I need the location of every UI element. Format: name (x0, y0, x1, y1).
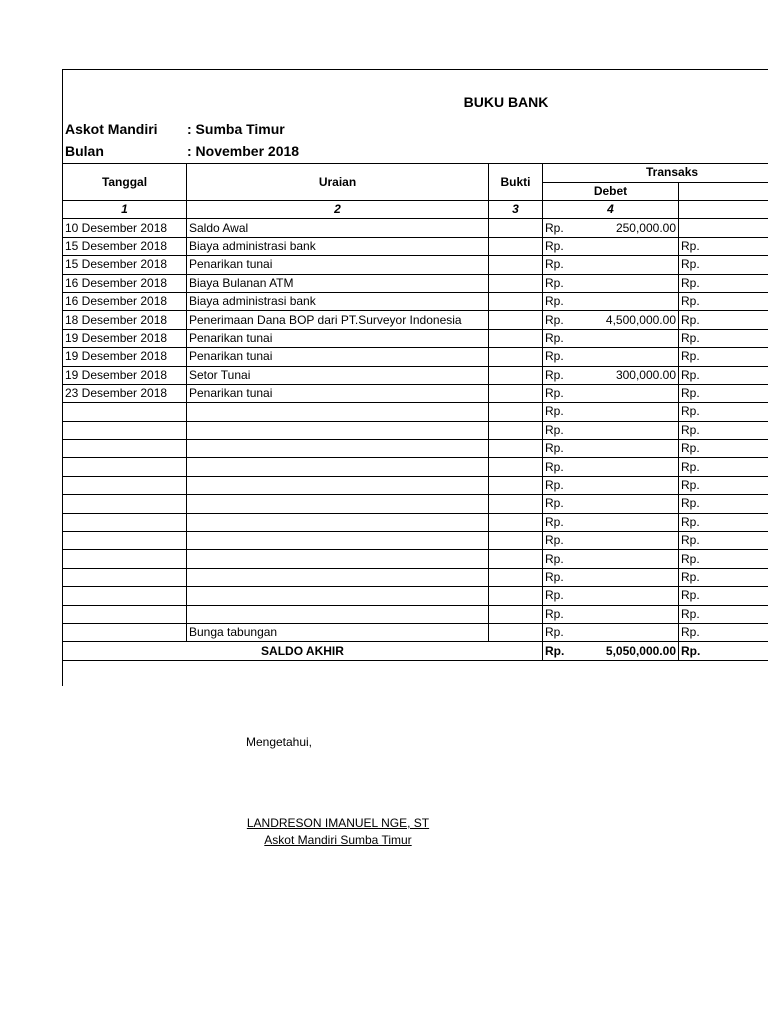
cell-bukti (489, 403, 543, 421)
cell-debet-currency: Rp. (543, 292, 583, 310)
cell-uraian: Biaya administrasi bank (187, 237, 489, 255)
cell-uraian: Saldo Awal (187, 219, 489, 237)
cell-kredit-currency: Rp. (679, 256, 768, 274)
ledger-table (62, 163, 768, 661)
cell-debet-currency: Rp. (543, 219, 583, 237)
cell-uraian (187, 532, 489, 550)
cell-bukti (489, 274, 543, 292)
table-row (63, 219, 768, 237)
col-header-kredit-empty (679, 182, 768, 201)
cell-kredit-currency: Rp. (679, 623, 768, 641)
cell-uraian (187, 421, 489, 439)
cell-debet-currency: Rp. (543, 495, 583, 513)
table-row (63, 532, 768, 550)
cell-tanggal (63, 403, 187, 421)
cell-debet (583, 256, 679, 274)
cell-uraian (187, 568, 489, 586)
cell-kredit-currency: Rp. (679, 440, 768, 458)
cell-tanggal: 19 Desember 2018 (63, 366, 187, 384)
cell-debet (583, 458, 679, 476)
cell-kredit-currency: Rp. (679, 292, 768, 310)
table-row (63, 623, 768, 641)
cell-kredit-currency: Rp. (679, 366, 768, 384)
cell-bukti (489, 550, 543, 568)
signature-position: Askot Mandiri Sumba Timur (264, 833, 412, 847)
table-row (63, 605, 768, 623)
cell-kredit-currency: Rp. (679, 532, 768, 550)
cell-kredit-currency: Rp. (679, 348, 768, 366)
cell-debet-currency: Rp. (543, 311, 583, 329)
cell-uraian (187, 458, 489, 476)
col-header-transaksi: Transaks (543, 164, 768, 183)
cell-kredit-currency: Rp. (679, 587, 768, 605)
cell-debet (583, 237, 679, 255)
cell-uraian (187, 403, 489, 421)
table-row (63, 366, 768, 384)
cell-uraian (187, 495, 489, 513)
spreadsheet-page (62, 69, 768, 686)
col-number-2: 2 (187, 201, 489, 219)
cell-tanggal: 19 Desember 2018 (63, 329, 187, 347)
table-row (63, 237, 768, 255)
cell-tanggal (63, 605, 187, 623)
total-label: SALDO AKHIR (63, 642, 543, 660)
signature-acknowledge: Mengetahui, (245, 735, 313, 749)
cell-uraian (187, 440, 489, 458)
cell-uraian (187, 513, 489, 531)
cell-debet-currency: Rp. (543, 458, 583, 476)
cell-debet (583, 513, 679, 531)
col-header-bukti: Bukti (489, 164, 543, 201)
cell-debet-currency: Rp. (543, 421, 583, 439)
cell-bukti (489, 568, 543, 586)
cell-debet-currency: Rp. (543, 366, 583, 384)
cell-tanggal (63, 513, 187, 531)
cell-uraian (187, 605, 489, 623)
table-row (63, 311, 768, 329)
cell-tanggal (63, 587, 187, 605)
cell-debet-currency: Rp. (543, 403, 583, 421)
cell-uraian (187, 587, 489, 605)
cell-bukti (489, 348, 543, 366)
cell-debet: 300,000.00 (583, 366, 679, 384)
cell-debet-currency: Rp. (543, 587, 583, 605)
table-row (63, 292, 768, 310)
cell-debet (583, 605, 679, 623)
info-value-bulan: : November 2018 (187, 143, 300, 159)
cell-debet (583, 568, 679, 586)
cell-debet (583, 384, 679, 402)
cell-kredit-currency: Rp. (679, 421, 768, 439)
cell-kredit-currency: Rp. (679, 237, 768, 255)
cell-kredit-currency: Rp. (679, 568, 768, 586)
cell-debet (583, 348, 679, 366)
cell-tanggal: 23 Desember 2018 (63, 384, 187, 402)
cell-tanggal (63, 550, 187, 568)
cell-kredit-currency: Rp. (679, 274, 768, 292)
cell-tanggal: 16 Desember 2018 (63, 274, 187, 292)
cell-bukti (489, 421, 543, 439)
cell-kredit-currency: Rp. (679, 403, 768, 421)
table-row (63, 421, 768, 439)
cell-uraian (187, 476, 489, 494)
cell-debet (583, 532, 679, 550)
cell-tanggal: 15 Desember 2018 (63, 237, 187, 255)
total-currency: Rp. (543, 642, 583, 660)
cell-bukti (489, 495, 543, 513)
cell-bukti (489, 440, 543, 458)
cell-kredit-currency: Rp. (679, 384, 768, 402)
cell-debet-currency: Rp. (543, 476, 583, 494)
cell-uraian: Penarikan tunai (187, 384, 489, 402)
cell-debet (583, 495, 679, 513)
table-row (63, 403, 768, 421)
cell-tanggal (63, 421, 187, 439)
cell-debet: 4,500,000.00 (583, 311, 679, 329)
cell-debet-currency: Rp. (543, 550, 583, 568)
cell-uraian: Penarikan tunai (187, 256, 489, 274)
cell-uraian: Bunga tabungan (187, 623, 489, 641)
cell-uraian: Penarikan tunai (187, 329, 489, 347)
cell-debet (583, 440, 679, 458)
cell-kredit-currency: Rp. (679, 495, 768, 513)
table-row (63, 568, 768, 586)
col-number-1: 1 (63, 201, 187, 219)
cell-debet-currency: Rp. (543, 440, 583, 458)
col-header-debet: Debet (543, 182, 679, 201)
cell-kredit-currency: Rp. (679, 513, 768, 531)
cell-debet: 250,000.00 (583, 219, 679, 237)
cell-debet-currency: Rp. (543, 568, 583, 586)
header-row (63, 164, 768, 183)
cell-debet (583, 587, 679, 605)
cell-kredit-currency: Rp. (679, 329, 768, 347)
cell-tanggal: 10 Desember 2018 (63, 219, 187, 237)
document-title: BUKU BANK (463, 94, 549, 110)
cell-kredit-currency: Rp. (679, 476, 768, 494)
col-header-uraian: Uraian (187, 164, 489, 201)
cell-bukti (489, 329, 543, 347)
table-row (63, 587, 768, 605)
col-header-tanggal: Tanggal (63, 164, 187, 201)
cell-tanggal (63, 495, 187, 513)
column-number-row (63, 201, 768, 219)
cell-bukti (489, 219, 543, 237)
cell-uraian: Biaya administrasi bank (187, 292, 489, 310)
col-number-4: 4 (543, 201, 679, 219)
cell-kredit-currency: Rp. (679, 550, 768, 568)
cell-tanggal (63, 458, 187, 476)
cell-tanggal (63, 532, 187, 550)
cell-uraian: Setor Tunai (187, 366, 489, 384)
cell-bukti (489, 605, 543, 623)
cell-debet-currency: Rp. (543, 384, 583, 402)
cell-tanggal (63, 623, 187, 641)
cell-bukti (489, 623, 543, 641)
table-row (63, 274, 768, 292)
cell-tanggal: 19 Desember 2018 (63, 348, 187, 366)
cell-bukti (489, 476, 543, 494)
cell-tanggal (63, 440, 187, 458)
cell-uraian: Penerimaan Dana BOP dari PT.Surveyor Indonesia (187, 311, 489, 329)
table-row (63, 513, 768, 531)
table-row (63, 348, 768, 366)
cell-debet-currency: Rp. (543, 623, 583, 641)
col-number-5-empty (679, 201, 768, 219)
cell-kredit-currency: Rp. (679, 311, 768, 329)
total-kredit-currency: Rp. (679, 642, 768, 660)
cell-debet (583, 329, 679, 347)
cell-debet (583, 274, 679, 292)
info-label-askot: Askot Mandiri (65, 121, 158, 137)
cell-debet-currency: Rp. (543, 513, 583, 531)
table-row (63, 384, 768, 402)
cell-debet (583, 476, 679, 494)
cell-debet-currency: Rp. (543, 237, 583, 255)
cell-uraian: Biaya Bulanan ATM (187, 274, 489, 292)
cell-bukti (489, 458, 543, 476)
cell-uraian (187, 550, 489, 568)
cell-tanggal (63, 568, 187, 586)
cell-kredit-currency (679, 219, 768, 237)
col-number-3: 3 (489, 201, 543, 219)
cell-debet-currency: Rp. (543, 256, 583, 274)
cell-tanggal: 16 Desember 2018 (63, 292, 187, 310)
cell-tanggal: 15 Desember 2018 (63, 256, 187, 274)
cell-debet (583, 421, 679, 439)
cell-bukti (489, 532, 543, 550)
ledger-body (63, 219, 768, 642)
info-label-bulan: Bulan (65, 143, 104, 159)
cell-bukti (489, 513, 543, 531)
table-row (63, 495, 768, 513)
cell-debet (583, 550, 679, 568)
cell-debet-currency: Rp. (543, 329, 583, 347)
cell-bukti (489, 292, 543, 310)
cell-debet-currency: Rp. (543, 274, 583, 292)
cell-debet-currency: Rp. (543, 532, 583, 550)
table-row (63, 458, 768, 476)
cell-kredit-currency: Rp. (679, 605, 768, 623)
cell-tanggal (63, 476, 187, 494)
cell-bukti (489, 366, 543, 384)
table-row (63, 440, 768, 458)
cell-debet-currency: Rp. (543, 348, 583, 366)
table-row (63, 476, 768, 494)
cell-bukti (489, 384, 543, 402)
info-value-askot: : Sumba Timur (187, 121, 285, 137)
cell-debet (583, 403, 679, 421)
table-row (63, 329, 768, 347)
cell-uraian: Penarikan tunai (187, 348, 489, 366)
cell-bukti (489, 311, 543, 329)
total-debet: 5,050,000.00 (583, 642, 679, 660)
cell-tanggal: 18 Desember 2018 (63, 311, 187, 329)
cell-debet (583, 623, 679, 641)
cell-kredit-currency: Rp. (679, 458, 768, 476)
cell-bukti (489, 587, 543, 605)
signature-name: LANDRESON IMANUEL NGE, ST (246, 816, 430, 830)
table-row (63, 256, 768, 274)
cell-bukti (489, 256, 543, 274)
cell-debet (583, 292, 679, 310)
total-row (63, 642, 768, 660)
cell-debet-currency: Rp. (543, 605, 583, 623)
table-row (63, 550, 768, 568)
cell-bukti (489, 237, 543, 255)
